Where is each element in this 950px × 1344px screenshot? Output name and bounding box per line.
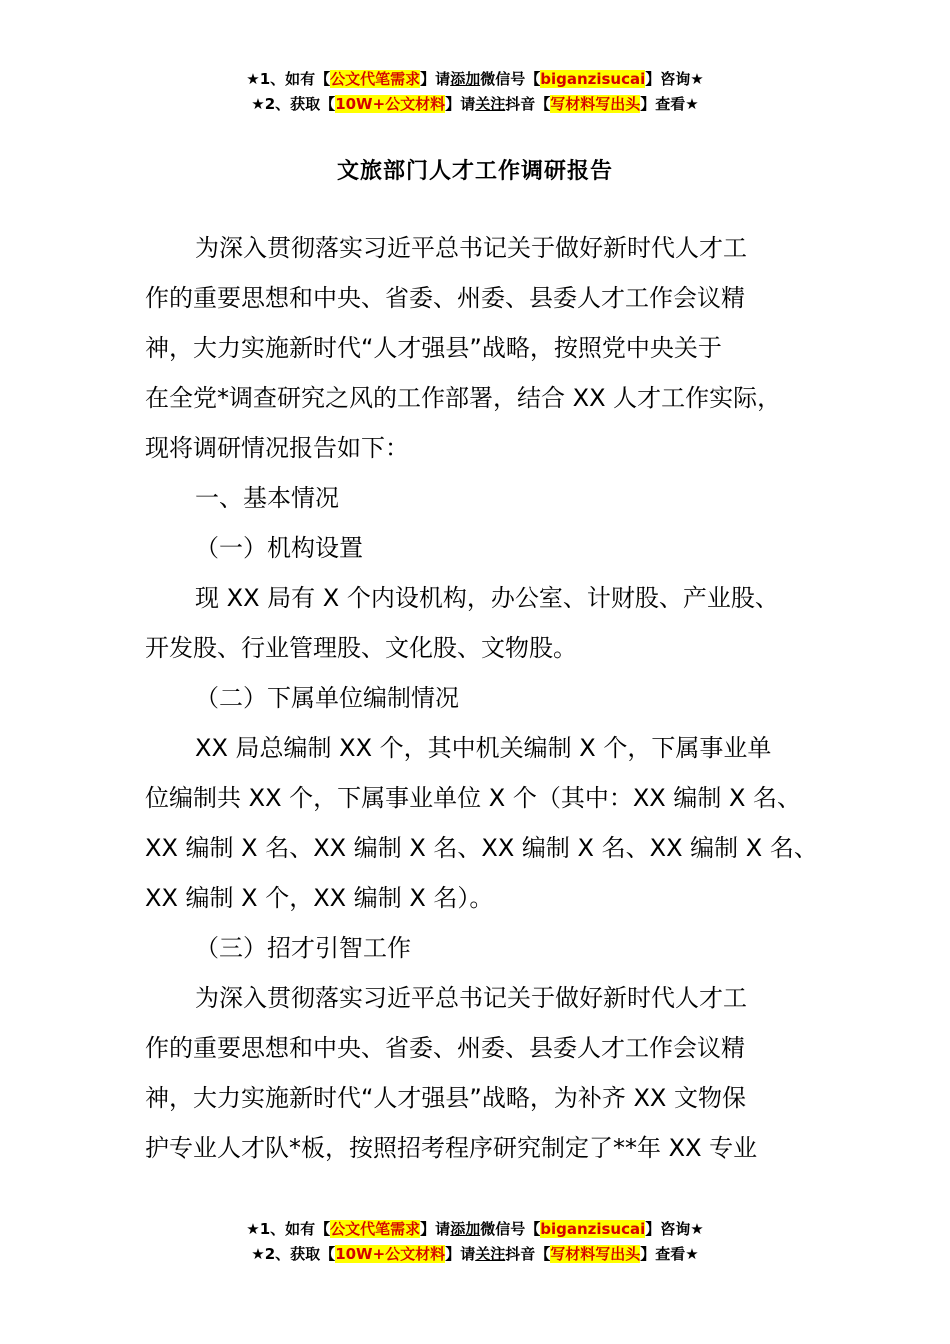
- text-line: 现 XX 局有 X 个内设机构，办公室、计财股、产业股、: [195, 584, 779, 612]
- document-title: 文旅部门人才工作调研报告: [336, 159, 613, 184]
- bottom-banner: [0, 1217, 950, 1267]
- heading-staffing: [145, 673, 825, 723]
- paragraph-talent-recruitment: [145, 973, 825, 1173]
- text-line: 作的重要思想和中央、省委、州委、县委人才工作会议精: [145, 284, 745, 312]
- banner-text: 】咨询★: [645, 70, 704, 88]
- banner-text: ★1、如有【: [246, 1220, 331, 1238]
- banner-text: ★1、如有【: [246, 70, 331, 88]
- banner-text: 微信号【: [480, 1220, 541, 1238]
- banner-highlight: 10W+公文材料: [335, 1245, 446, 1263]
- heading-basic-situation: [145, 473, 825, 523]
- banner-underline: 添加: [450, 70, 481, 88]
- text-line: 作的重要思想和中央、省委、州委、县委人才工作会议精: [145, 1034, 745, 1062]
- banner-text: 】请: [420, 1220, 451, 1238]
- paragraph-org-setup: [145, 573, 825, 673]
- text-line: 神，大力实施新时代“人才强县”战略，为补齐 XX 文物保: [145, 1084, 747, 1112]
- banner-underline: 关注: [475, 1245, 506, 1263]
- banner-text: 】咨询★: [645, 1220, 704, 1238]
- banner-account: 写材料写出头: [550, 95, 641, 113]
- text-line: 在全党*调查研究之风的工作部署，结合 XX 人才工作实际，: [145, 384, 782, 412]
- banner-text: 】请: [420, 70, 451, 88]
- text-line: 位编制共 XX 个，下属事业单位 X 个（其中：XX 编制 X 名、: [145, 784, 802, 812]
- text-line: 护专业人才队*板，按照招考程序研究制定了**年 XX 专业: [145, 1134, 758, 1162]
- banner-text: 微信号【: [480, 70, 541, 88]
- banner-text: 】请: [445, 95, 476, 113]
- heading-talent-recruitment: [145, 923, 825, 973]
- banner-line-2: [0, 1242, 950, 1267]
- banner-wechat-id: biganzisucai: [540, 1220, 646, 1238]
- text-line: 神，大力实施新时代“人才强县”战略，按照党中央关于: [145, 334, 722, 362]
- top-banner: [0, 67, 950, 117]
- banner-highlight: 公文代笔需求: [330, 70, 421, 88]
- banner-line-2: [0, 92, 950, 117]
- text-line: 开发股、行业管理股、文化股、文物股。: [145, 634, 577, 662]
- paragraph-intro: [145, 223, 825, 473]
- banner-text: 】查看★: [640, 95, 699, 113]
- banner-underline: 添加: [450, 1220, 481, 1238]
- text-line: XX 局总编制 XX 个，其中机关编制 X 个，下属事业单: [195, 734, 772, 762]
- heading-org-setup: [145, 523, 825, 573]
- text-line: XX 编制 X 名、XX 编制 X 名、XX 编制 X 名、XX 编制 X 名、: [145, 834, 818, 862]
- banner-text: ★2、获取【: [251, 95, 336, 113]
- banner-underline: 关注: [475, 95, 506, 113]
- text-line: 为深入贯彻落实习近平总书记关于做好新时代人才工: [195, 984, 747, 1012]
- document-body: [145, 223, 825, 1173]
- banner-text: 抖音【: [505, 1245, 551, 1263]
- banner-text: 】请: [445, 1245, 476, 1263]
- text-line: 为深入贯彻落实习近平总书记关于做好新时代人才工: [195, 234, 747, 262]
- banner-line-1: [0, 1217, 950, 1242]
- subsection-heading: （三）招才引智工作: [195, 934, 411, 962]
- banner-account: 写材料写出头: [550, 1245, 641, 1263]
- subsection-heading: （一）机构设置: [195, 534, 363, 562]
- banner-wechat-id: biganzisucai: [540, 70, 646, 88]
- banner-text: 抖音【: [505, 95, 551, 113]
- paragraph-staffing: [145, 723, 825, 923]
- section-heading: 一、基本情况: [195, 484, 339, 512]
- banner-text: 】查看★: [640, 1245, 699, 1263]
- text-line: XX 编制 X 个，XX 编制 X 名）。: [145, 884, 494, 912]
- banner-text: ★2、获取【: [251, 1245, 336, 1263]
- subsection-heading: （二）下属单位编制情况: [195, 684, 459, 712]
- text-line: 现将调研情况报告如下：: [145, 434, 409, 462]
- banner-highlight: 10W+公文材料: [335, 95, 446, 113]
- banner-highlight: 公文代笔需求: [330, 1220, 421, 1238]
- banner-line-1: [0, 67, 950, 92]
